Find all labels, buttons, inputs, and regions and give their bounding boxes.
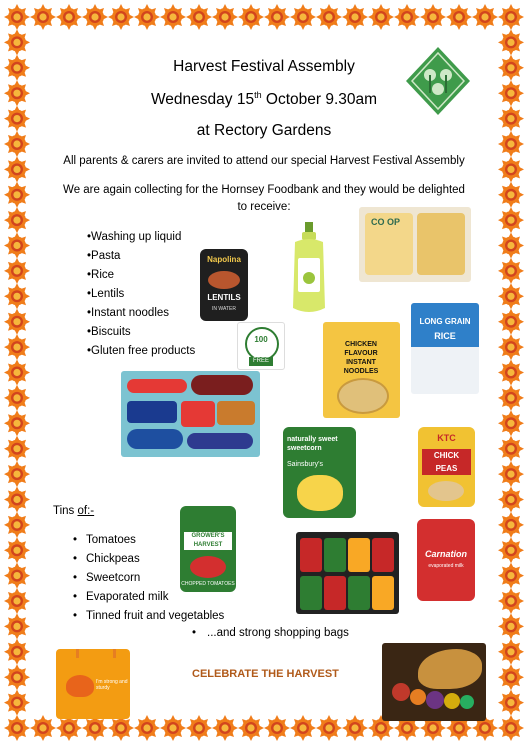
- sunflower-icon: [4, 563, 30, 589]
- sunflower-icon: [212, 715, 238, 741]
- sunflower-icon: [264, 715, 290, 741]
- sunflower-icon: [4, 436, 30, 462]
- donation-items-list: [87, 228, 195, 361]
- collect-text-line1: We are again collecting for the Hornsey Foodbank and they would be delighted: [63, 184, 465, 196]
- noodles-label: CHICKEN FLAVOUR INSTANT NOODLES: [343, 341, 379, 375]
- tomato-brand: GROWER'S HARVEST: [184, 532, 232, 550]
- cornucopia-image: [382, 643, 486, 721]
- sunflower-icon: [4, 258, 30, 284]
- lentils-sub: IN WATER: [212, 306, 236, 312]
- carnation-label: Carnation: [424, 549, 467, 559]
- tins-heading-prefix: Tins: [53, 505, 78, 517]
- sunflower-icon: [4, 233, 30, 259]
- event-venue: at Rectory Gardens: [196, 122, 332, 139]
- tins-heading-link: of:-: [77, 505, 95, 517]
- tomato-name: CHOPPED TOMATOES: [181, 581, 235, 587]
- rice-top: LONG GRAIN: [419, 317, 471, 326]
- sunflower-icon: [4, 360, 30, 386]
- sunflower-icon: [498, 537, 524, 563]
- sunflower-icon: [4, 715, 30, 741]
- sunflower-icon: [498, 258, 524, 284]
- sunflower-icon: [30, 4, 56, 30]
- sunflower-icon: [498, 613, 524, 639]
- list-item: •Lentils: [87, 288, 125, 300]
- sunflower-icon: [82, 4, 108, 30]
- lentils-brand: Napolina: [207, 255, 241, 264]
- sunflower-icon: [4, 487, 30, 513]
- chickpeas-label: CHICK PEAS: [422, 449, 471, 475]
- invite-text: All parents & carers are invited to attend our special Harvest Festival Assembly: [63, 155, 465, 167]
- sunflower-icon: [498, 690, 524, 716]
- sunflower-icon: [264, 4, 290, 30]
- list-item: •Biscuits: [87, 326, 131, 338]
- list-item: • Tomatoes: [73, 534, 136, 546]
- sunflower-icon: [498, 29, 524, 55]
- sunflower-icon: [4, 588, 30, 614]
- instant-noodles-image: [323, 322, 400, 418]
- washing-up-liquid-image: [289, 222, 329, 316]
- sunflower-icon: [4, 512, 30, 538]
- tins-heading: [53, 505, 94, 517]
- sunflower-icon: [368, 4, 394, 30]
- lentils-tin-image: [200, 249, 248, 321]
- sunflower-icon: [4, 537, 30, 563]
- sunflower-icon: [498, 461, 524, 487]
- sunflower-icon: [498, 588, 524, 614]
- sunflower-icon: [420, 4, 446, 30]
- list-item: • Sweetcorn: [73, 572, 141, 584]
- list-item: •Pasta: [87, 250, 121, 262]
- chickpeas-brand: KTC: [437, 433, 456, 443]
- tins-item-label: Tomatoes: [86, 534, 136, 546]
- sunflower-icon: [4, 410, 30, 436]
- event-title: Harvest Festival Assembly: [173, 58, 355, 75]
- shopping-bags-note: • ...and strong shopping bags: [192, 627, 349, 639]
- bag-text: I'm strong and sturdy: [96, 679, 128, 691]
- sunflower-icon: [4, 461, 30, 487]
- sunflower-icon: [498, 233, 524, 259]
- sunflower-icon: [498, 715, 524, 741]
- date-suffix-sup: th: [254, 90, 262, 100]
- sunflower-icon: [4, 29, 30, 55]
- gf-badge-num: 100: [254, 335, 268, 344]
- rice-bottom: RICE: [434, 331, 456, 341]
- sunflower-icon: [160, 715, 186, 741]
- sweetcorn-label: naturally sweet sweetcorn: [287, 436, 338, 452]
- list-item: • Evaporated milk: [73, 591, 169, 603]
- sunflower-icon: [498, 487, 524, 513]
- list-item: • Tinned fruit and vegetables: [73, 610, 225, 622]
- list-item: • Chickpeas: [73, 553, 140, 565]
- tins-item-label: Tinned fruit and vegetables: [86, 610, 225, 622]
- chopped-tomatoes-tin-image: [180, 506, 236, 592]
- school-logo-icon: [402, 45, 474, 117]
- long-grain-rice-image: [411, 303, 479, 394]
- list-item: •Rice: [87, 269, 115, 281]
- pasta-brand: CO OP: [371, 217, 401, 227]
- sunflower-icon: [56, 4, 82, 30]
- sunflower-icon: [4, 639, 30, 665]
- sunflower-icon: [394, 4, 420, 30]
- sunflower-icon: [4, 690, 30, 716]
- sunflower-icon: [4, 4, 30, 30]
- sweetcorn-tin-image: [283, 427, 356, 518]
- sunflower-icon: [316, 715, 342, 741]
- tins-item-label: Sweetcorn: [86, 572, 141, 584]
- carnation-sub: evaporated milk: [428, 563, 464, 569]
- sunflower-icon: [238, 4, 264, 30]
- tins-item-label: Chickpeas: [86, 553, 140, 565]
- sunflower-icon: [498, 512, 524, 538]
- sunflower-icon: [290, 715, 316, 741]
- sunflower-icon: [108, 4, 134, 30]
- gf-badge-text: FREE: [249, 357, 273, 366]
- sunflower-icon: [342, 4, 368, 30]
- pasta-bags-image: [359, 207, 471, 282]
- date-rest: October 9.30am: [261, 91, 378, 109]
- sunflower-icon: [498, 309, 524, 335]
- sunflower-icon: [186, 4, 212, 30]
- tins-item-label: Evaporated milk: [86, 591, 169, 603]
- list-item: •Instant noodles: [87, 307, 170, 319]
- sunflower-icon: [134, 4, 160, 30]
- sunflower-icon: [498, 283, 524, 309]
- sunflower-icon: [134, 715, 160, 741]
- sunflower-icon: [160, 4, 186, 30]
- sunflower-icon: [238, 715, 264, 741]
- lentils-name: LENTILS: [207, 293, 241, 302]
- sweetcorn-brand: Sainsbury's: [287, 461, 323, 468]
- collect-text-line2: to receive:: [237, 201, 291, 213]
- sunflower-icon: [498, 410, 524, 436]
- sunflower-icon: [290, 4, 316, 30]
- sunflower-icon: [498, 334, 524, 360]
- sunflower-icon: [498, 4, 524, 30]
- shopping-bag-image: [56, 649, 130, 719]
- sunflower-icon: [30, 715, 56, 741]
- elephant-icon: [66, 675, 94, 697]
- list-item: •Washing up liquid: [87, 231, 182, 243]
- biscuits-image: [121, 371, 260, 457]
- sunflower-icon: [4, 613, 30, 639]
- lentils-bowl-icon: [208, 271, 240, 289]
- sunflower-icon: [4, 385, 30, 411]
- gluten-free-badge-image: [237, 322, 285, 370]
- sunflower-icon: [4, 334, 30, 360]
- sunflower-icon: [4, 309, 30, 335]
- evaporated-milk-tin-image: [417, 519, 475, 601]
- shopping-bags-text: ...and strong shopping bags: [207, 627, 349, 639]
- sunflower-icon: [4, 664, 30, 690]
- date-prefix: Wednesday 15: [150, 91, 255, 109]
- sunflower-icon: [212, 4, 238, 30]
- sunflower-icon: [186, 715, 212, 741]
- stacked-tins-image: [296, 532, 399, 614]
- sunflower-icon: [472, 4, 498, 30]
- chickpeas-tin-image: [418, 427, 475, 507]
- sunflower-icon: [446, 4, 472, 30]
- sunflower-icon: [498, 385, 524, 411]
- sunflower-icon: [498, 563, 524, 589]
- sunflower-icon: [498, 360, 524, 386]
- sunflower-icon: [498, 639, 524, 665]
- sunflower-icon: [316, 4, 342, 30]
- sunflower-icon: [4, 283, 30, 309]
- sunflower-icon: [498, 664, 524, 690]
- sunflower-icon: [342, 715, 368, 741]
- list-item: •Gluten free products: [87, 345, 196, 357]
- celebrate-text: CELEBRATE THE HARVEST: [192, 668, 339, 680]
- sunflower-icon: [498, 436, 524, 462]
